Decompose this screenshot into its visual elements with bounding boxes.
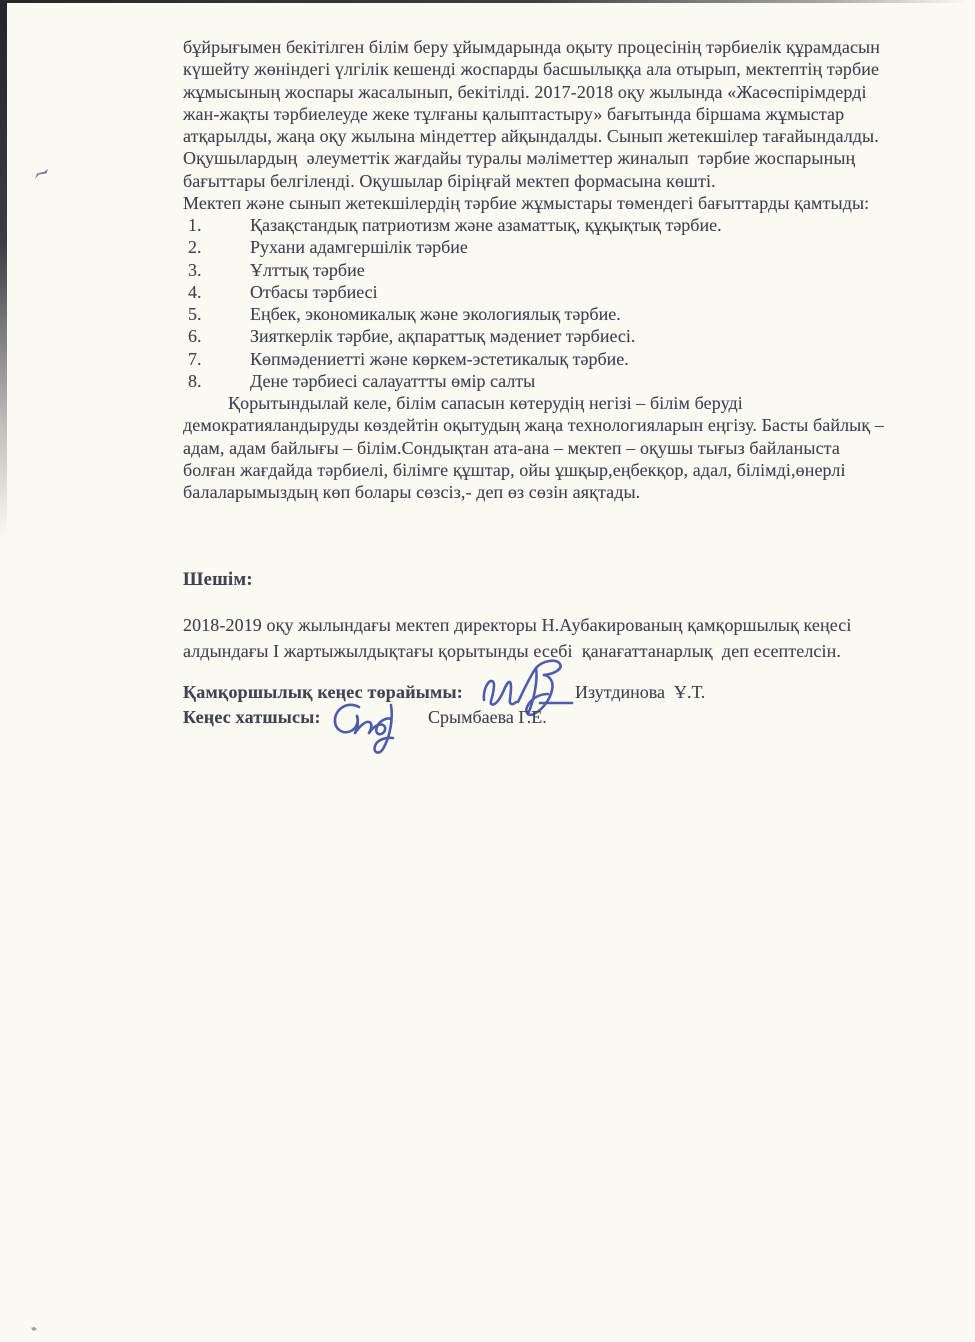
list-item [183,370,953,392]
signature-label: Қамқоршылық кеңес төрайымы: [183,682,468,702]
list-item-text: Рухани адамгершілік тәрбие [250,237,468,258]
list-item [183,281,953,303]
main-paragraph [183,36,953,214]
list-item-number: 3. [188,259,202,280]
list-item [183,236,953,258]
scan-speck-artifact [31,1327,37,1331]
decision-paragraph [183,612,973,664]
ink-smudge-mark [35,169,48,179]
list-item-text: Көпмәдениетті және көркем-эстетикалық тәрбие. [250,348,629,369]
text-line: демократияландыруды көздейтін оқытудың жаңа технологияларын еңгізу. Басты байлық – [183,415,884,436]
text-line: жан-жақты тәрбиелеуде жеке тұлғаны қалыптастыру» бағытында біршама жұмыстар [183,103,845,124]
text-line: балаларымыздың көп болары сөзсіз,- деп өз сөзін аяқтады. [183,482,641,503]
signature-name: Срымбаева Г.Е. [428,707,547,727]
scan-top-edge-artifact [0,0,968,3]
list-item-text: Дене тәрбиесі салауаттты өмір салты [250,371,536,392]
text-line: Қорытындылай келе, білім сапасын көтерудің негізі – білім беруді [228,393,743,413]
secretary-signature-icon [329,697,421,757]
list-item-text: Қазақстандық патриотизм және азаматтық, құқықтық тәрбие. [250,215,722,235]
scan-left-edge-artifact [0,0,7,540]
text-line: 2018-2019 оқу жылындағы мектеп директоры Н.Аубакированың қамқоршылық кеңесі [183,615,852,635]
signature-row-secretary [183,707,963,732]
text-line: Оқушылардың әлеуметтік жағдайы туралы мәліметтер жиналып тәрбие жоспарының [183,148,856,169]
list-item [183,325,953,347]
list-item-number: 4. [188,281,202,302]
text-line: бұйрығымен бекітілген білім беру ұйымдарында оқыту процесінің тәрбиелік құрамдасын [183,37,880,57]
text-line: жұмысының жоспары жасалынып, бекітілді. 2017-2018 оқу жылында «Жасөспірімдерді [183,81,867,102]
list-item-text: Отбасы тәрбиесі [250,281,378,302]
list-item-number: 1. [188,215,202,235]
list-item [183,303,953,325]
signature-block [183,682,963,732]
text-line: болған жағдайда тәрбиелі, білімге құштар, ойы ұшқыр,еңбекқор, адал, білімді,өнерлі [183,459,846,480]
list-item-number: 7. [188,348,202,369]
list-item-text: Ұлттық тәрбие [250,259,365,280]
decision-heading: Шешім: [183,570,253,590]
conclusion-paragraph [183,392,963,503]
list-item [183,214,953,236]
text-line: атқарылды, жаңа оқу жылына міндеттер айқындалды. Сынып жетекшілер тағайындалды. [183,126,879,147]
signature-row-chairperson [183,682,963,707]
list-item-number: 8. [188,371,202,392]
text-line: Мектеп және сынып жетекшілердің тәрбие жұмыстары төмендегі бағыттарды қамтыды: [183,193,870,214]
text-line: алдындағы I жартыжылдықтағы қорытынды есебі қанағаттанарлық деп есептелсін. [183,641,841,661]
list-item-text: Зияткерлік тәрбие, ақпараттық мәдениет тәрбиесі. [250,326,636,347]
text-line: адам, адам байлығы – білім.Сондықтан ата-ана – мектеп – оқушы тығыз байланыста [183,437,840,458]
list-item-text: Еңбек, экономикалық және экологиялық тәрбие. [250,304,621,325]
list-item-number: 6. [188,326,202,347]
list-item [183,348,953,370]
text-line: бағыттары белгіленді. Оқушылар біріңғай мектеп формасына көшті. [183,170,716,191]
signature-label: Кеңес хатшысы: [183,707,326,727]
text-line: күшейту жөніндегі үлгілік кешенді жоспарды басшылыққа ала отырып, мектептің тәрбие [183,59,880,80]
numbered-list [183,214,953,392]
list-item-number: 2. [188,237,202,258]
list-item [183,259,953,281]
signature-name: Изутдинова Ұ.Т. [575,682,706,702]
list-item-number: 5. [188,304,202,325]
